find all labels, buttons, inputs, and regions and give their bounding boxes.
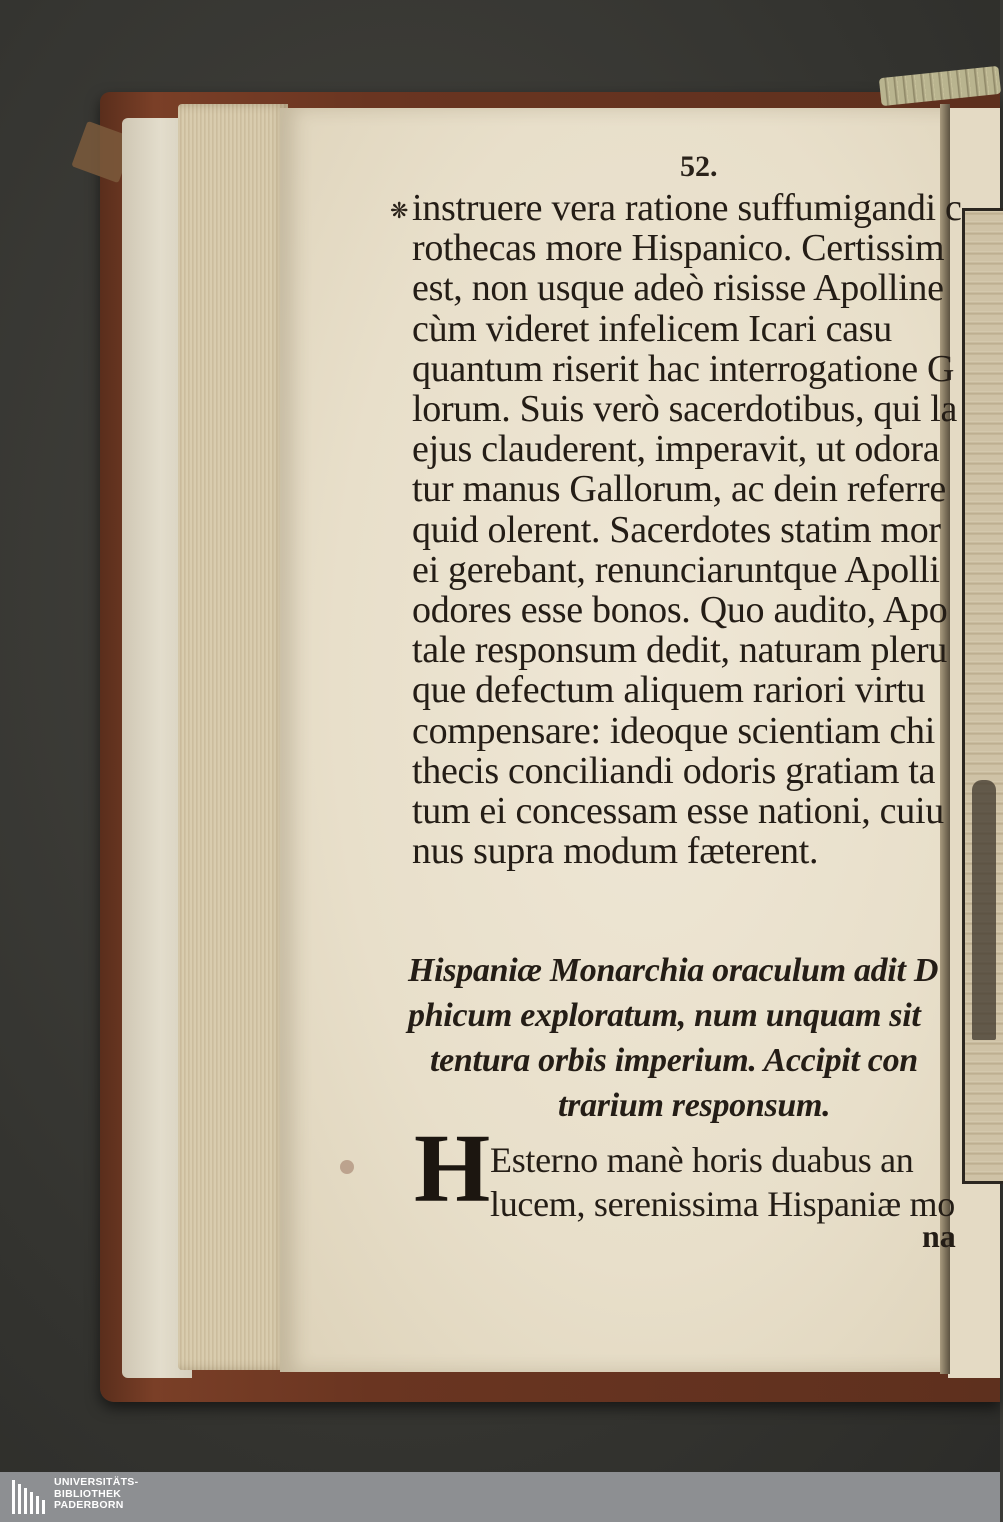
heading-line: trarium responsum. [558,1087,831,1124]
library-footer [0,1472,1000,1522]
logo-line: PADERBORN [54,1499,124,1511]
text-line: quantum riserit hac interrogatione G [412,347,955,390]
text-line: nus supra modum fæterent. [412,830,819,873]
text-line: instruere vera ratione suffumigandi c [412,187,962,229]
library-bars-icon [12,1480,52,1514]
drop-cap: H [414,1115,491,1223]
text-line: tur manus Gallorum, ac dein referre [412,468,946,511]
text-line: tale responsum dedit, naturam pleru [412,629,948,672]
section-heading [408,948,938,1128]
margin-marker: ❋ [390,198,409,223]
engraving-figure [972,780,996,1040]
heading-line: Hispaniæ Monarchia oraculum adit D [408,952,939,989]
page-edges [178,104,288,1370]
text-line: que defectum aliquem rariori virtu [412,669,926,712]
text-line: ei gerebant, renunciaruntque Apolli [412,548,940,591]
text-line: rothecas more Hispanico. Certissim [412,227,945,270]
second-paragraph [490,1138,955,1226]
text-line: tum ei concessam esse nationi, cuiu [412,790,944,833]
text-line: lorum. Suis verò sacerdotibus, qui la [412,388,958,431]
catchword: na [922,1218,956,1254]
page-stain [340,1160,354,1174]
text-line: quid olerent. Sacerdotes statim mor [412,508,941,551]
logo-line: BIBLIOTHEK [54,1487,122,1500]
page-number: 52. [680,150,718,183]
text-line: odores esse bonos. Quo audito, Apo [412,589,948,632]
library-logo-text [54,1477,138,1512]
text-line: lucem, serenissima Hispaniæ mo [490,1184,955,1224]
heading-line: phicum exploratum, num unquam sit [408,997,921,1034]
text-line: Esterno manè horis duabus an [490,1140,914,1180]
logo-line: UNIVERSITÄTS- [54,1476,139,1488]
body-paragraph [412,188,962,871]
text-line: compensare: ideoque scientiam chi [412,709,935,752]
text-line: cùm videret infelicem Icari casu [412,307,892,350]
text-line: ejus clauderent, imperavit, ut odora [412,428,940,471]
text-line: est, non usque adeò risisse Apolline [412,267,944,310]
text-line: thecis conciliandi odoris gratiam ta [412,749,936,792]
page-text [390,148,962,1258]
heading-line: tentura orbis imperium. Accipit con [430,1042,918,1079]
